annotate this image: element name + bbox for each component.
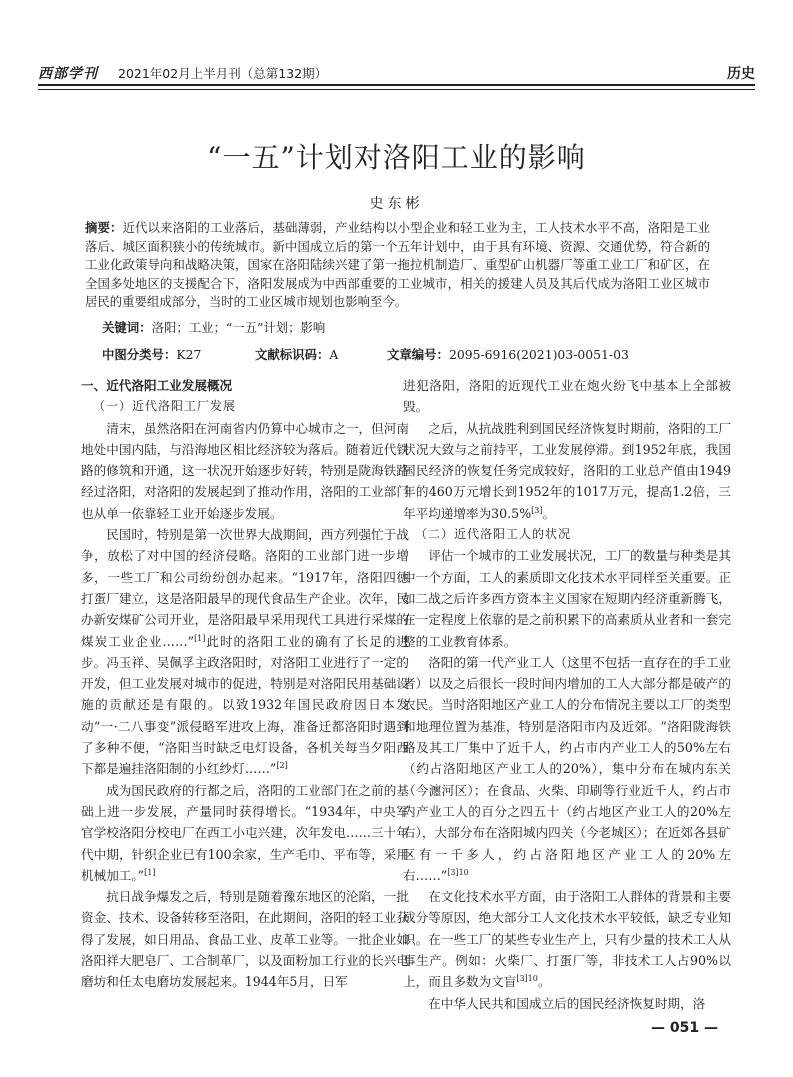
keywords — [102, 318, 325, 336]
paragraph: 清末，虽然洛阳在河南省内仍算中心城市之一，但河南地处中国内陆，与沿海地区相比经济较为落后。随着近代铁路的修筑和开通，这一状况开始逐步好转，特别是陇海铁路经过洛阳，对洛阳的发展起到了推动作用，洛阳的工业部门也从单一依靠轻工业开始逐步发展。 — [81, 420, 409, 521]
paragraph-text: 之后，从抗战胜利到国民经济恢复时期前，洛阳的工厂状况大致与之前持平，工业发展停滞。到1952年底，我国国民经济的恢复任务完成较好，洛阳的工业总产值由1949年的460万元增长到1952年的1017万元，提高1.2倍，三年平均递增率为30.5% — [403, 420, 731, 521]
paragraph: 在文化技术水平方面，由于洛阳工人群体的背景和主要成分等原因，绝大部分工人文化技术水平较低，缺乏专业知识。在一些工厂的某些专业生产上，只有少量的技术工人从事生产。例如：火柴厂、打蛋厂等，非技术工人占90%以上，而且多数为文盲$^{[3]10}$。 — [403, 889, 731, 990]
citation: [1] — [144, 867, 156, 877]
article-number — [387, 345, 629, 363]
issue-info: 2021年02月上半月刊（总第132期） — [118, 66, 328, 81]
citation: [3]10 — [447, 867, 469, 877]
doc-label: 文献标识码： — [255, 347, 330, 362]
subsection-heading: （一）近代洛阳工厂发展 — [93, 399, 237, 414]
journal-name: 西部学刊 — [38, 66, 98, 82]
paragraph: 之后，从抗战胜利到国民经济恢复时期前，洛阳的工厂状况大致与之前持平，工业发展停滞。到1952年底，我国国民经济的恢复任务完成较好，洛阳的工业总产值由1949年的460万元增长到1952年的1017万元，提高1.2倍，三年平均递增率为30.5%[3]。 — [403, 420, 731, 521]
paragraph-text: 此时的洛阳工业的确有了长足的进步。冯玉祥、吴佩孚主政洛阳时，对洛阳工业进行了一定的开发，但工业发展对城市的促进，特别是对洛阳民用基础设施的贡献还是有限的。以致1932年国民政府因日本发动“一·二八事变”派侵略军进攻上海，准备迁都洛阳时遇到了多种不便，“洛阳当时缺乏电灯设备，各机关每当夕阳西下都是遍挂洛阳制的小红纱灯……” — [81, 633, 409, 777]
paragraph: 抗日战争爆发之后，特别是随着豫东地区的沦陷，一批资金、技术、设备转移至洛阳，在此期间，洛阳的轻工业获得了发展，如日用品、食品工业、皮革工业等。一批企业如洛阳祥大肥皂厂、工合制革厂，以及面粉加工行业的长兴电磨坊和任太电磨坊发展起来。1944年5月，日军 — [81, 889, 409, 990]
paragraph-text: 在文化技术水平方面，由于洛阳工人群体的背景和主要成分等原因，绝大部分工人文化技术水平较低，缺乏专业知识。在一些工厂的某些专业生产上，只有少量的技术工人从事生产。例如：火柴厂、打蛋厂等，非技术工人占90%以上，而且多数为文盲 — [403, 889, 731, 990]
paragraph-text: 洛阳的第一代产业工人（这里不包括一直存在的手工业者）以及之后很长一段时间内增加的工人大部分都是破产的农民。当时洛阳地区产业工人的分布情况主要以工厂的类型和地理位置为基准，特别是洛阳市内及近郊。“洛阳陇海铁路及其工厂集中了近千人，约占市内产业工人的50%左右（约占洛阳地区产业工人的20%），集中分布在城内东关（今瀍河区）；在食品、火柴、印刷等行业近千人，约占市内产业工人的百分之四五十（约占地区产业工人的20%左右），大部分布在洛阳城内四关（今老城区）；在近郊各县矿区有一千多人，约占洛阳地区产业工人的20%左右……” — [403, 654, 731, 883]
abstract — [85, 219, 710, 312]
document-code — [255, 345, 338, 363]
section-label: 历史 — [727, 66, 755, 82]
paragraph: 在中华人民共和国成立后的国民经济恢复时期，洛 — [428, 995, 706, 1011]
running-header — [38, 60, 755, 84]
abstract-label: 摘要： — [85, 220, 123, 235]
doc-value: A — [329, 347, 339, 362]
paragraph-text: 成为国民政府的行都之后，洛阳的工业部门在之前的基础上进一步发展，产量同时获得增长。“1934年，中央军官学校洛阳分校电厂在西工小屯兴建，次年发电……三十年代中期，针织企业已有100余家，生产毛巾、平布等，采用机械加工。” — [81, 782, 409, 883]
paragraph-text: 民国时，特别是第一次世界大战期间，西方列强忙于战争，放松了对中国的经济侵略。洛阳的工业部门进一步增多，一些工厂和公司纷纷创办起来。“1917年，洛阳四德打蛋厂建立，这是洛阳最早的现代食品生产企业。次年，民办新安煤矿公司开业，是洛阳最早采用现代工具进行采煤的煤炭工业企业……” — [81, 527, 409, 649]
citation: [3]10 — [516, 974, 538, 984]
section-heading: 一、近代洛阳工业发展概况 — [81, 378, 233, 393]
article-label: 文章编号： — [387, 347, 449, 362]
header-rule-thin — [38, 89, 755, 90]
subsection-heading: （二）近代洛阳工人的状况 — [415, 527, 572, 542]
right-column — [403, 375, 731, 1014]
keywords-label: 关键词： — [102, 320, 152, 335]
paragraph — [403, 652, 731, 886]
author: 史东彬 — [369, 196, 424, 212]
article-value: 2095-6916(2021)03-0051-03 — [448, 347, 629, 362]
paragraph: 评估一个城市的工业发展状况，工厂的数量与种类是其中一个方面，工人的素质即文化技术水平同样至关重要。正如二战之后许多西方资本主义国家在短期内经济重新腾飞，在一定程度上依靠的是之前积累下的高素质从业者和一套完整的工业教育体系。 — [403, 548, 731, 649]
abstract-text: 近代以来洛阳的工业落后，基础薄弱，产业结构以小型企业和轻工业为主，工人技术水平不高，洛阳是工业落后、城区面积狭小的传统城市。新中国成立后的第一个五年计划中，由于具有环境、资源、交通优势，符合新的工业化政策导向和战略决策，国家在洛阳陆续兴建了第一拖拉机制造厂、重型矿山机器厂等重工业工厂和矿区，在全国多处地区的支援配合下，洛阳发展成为中西部重要的工业城市，相关的援建人员及其后代成为洛阳工业区城市居民的重要组成部分，当时的工业区城市规划也影响至今。 — [85, 220, 711, 309]
keywords-text: 洛阳；工业；“一五”计划；影响 — [151, 320, 326, 335]
citation: [1] — [194, 633, 206, 643]
page-number: — 051 — — [651, 1020, 718, 1036]
citation: [3] — [531, 505, 543, 515]
clc-number — [102, 345, 201, 363]
header-rule — [38, 84, 755, 86]
article-title: “一五”计划对洛阳工业的影响 — [207, 141, 586, 174]
clc-value: K27 — [176, 347, 202, 362]
citation: [2] — [276, 761, 288, 771]
clc-label: 中图分类号： — [102, 347, 177, 362]
paragraph — [81, 780, 409, 886]
paragraph: 进犯洛阳，洛阳的近现代工业在炮火纷飞中基本上全部被毁。 — [403, 378, 731, 415]
left-column — [81, 375, 409, 993]
paragraph — [81, 524, 409, 780]
